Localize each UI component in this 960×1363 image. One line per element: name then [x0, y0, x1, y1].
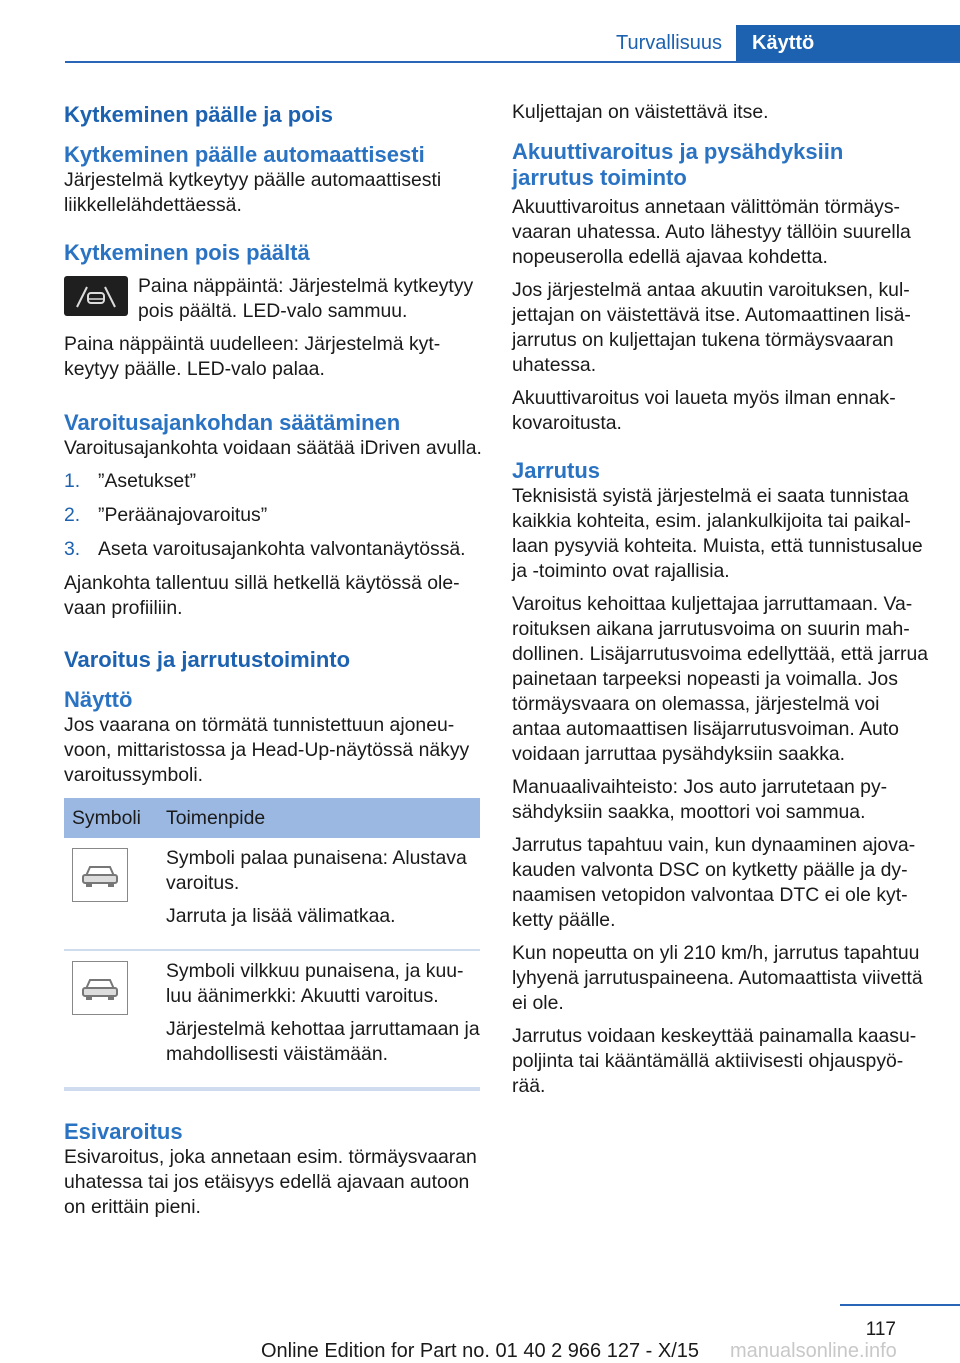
heading-braking: Jarrutus	[512, 458, 601, 483]
text-brake-2: Varoitus kehoittaa kuljettajaa jarruttamaan. Varoituksen aikana jarrutusvoima on suurin mahdollinen. Lisäjarrutusvoima edellyttää, että jarrua painetaan tarpeeksi nopeasti ja voimalla. Jos törmäysvaara on olemassa, järjestelmä voi antaa automaattisen lisäjarrutusvoiman. Auto voidaan jarruttaa pysähdyksiin saakka.	[512, 593, 929, 765]
car-warning-flash-icon	[72, 961, 128, 1015]
text-switch-on-again: Paina näppäintä uudelleen: Järjestelmä kytkeytyy päälle. LED-valo palaa.	[64, 333, 441, 380]
page-number: 117	[865, 1319, 896, 1340]
heading-warning-braking: Varoitus ja jarrutustoiminto	[64, 647, 351, 672]
text-acute-2: Jos järjestelmä antaa akuutin varoituksen, kuljettajan on väistettävä itse. Automaattinen lisäjarrutus on kuljettajan tukena törmäysvaaran uhatessa.	[512, 279, 911, 376]
text-acute-1: Akuuttivaroitus annetaan välittömän törmäysvaaran uhatessa. Auto lähestyy tällöin suurella nopeuserolla edellä ajavaa kohdetta.	[512, 196, 911, 268]
text-brake-4: Jarrutus tapahtuu vain, kun dynaaminen ajovakauden valvonta DSC on kytketty päälle ja dynaamisen vetopidon valvontaa DTC ei ole kytketty päälle.	[512, 834, 916, 931]
steps-list	[64, 469, 482, 562]
list-item: 3. Aseta varoitusajankohta valvontanäytössä.	[64, 538, 466, 560]
table-row	[64, 838, 480, 950]
text-switch-off: Paina näppäintä: Järjestelmä kytkeytyy pois päältä. LED-valo sammuu.	[138, 275, 474, 322]
symbol-table	[64, 798, 480, 1091]
left-column	[64, 100, 482, 1228]
heading-switch-off: Kytkeminen pois päältä	[64, 240, 310, 265]
table-cell-text: Järjestelmä kehottaa jarruttamaan ja mahdollisesti väistämään.	[166, 1018, 480, 1065]
footer-rule	[840, 1304, 960, 1306]
table-row	[64, 950, 480, 1089]
text-timing-saved: Ajankohta tallentuu sillä hetkellä käytössä olevaan profiiliin.	[64, 572, 460, 619]
list-item: 2. ”Peräänajovaroitus”	[64, 504, 268, 526]
heading-display: Näyttö	[64, 687, 133, 712]
column-header-symbol: Symboli	[64, 798, 158, 838]
heading-acute-warning: Akuuttivaroitus ja pysähdyksiin jarrutus toiminto	[512, 139, 844, 190]
table-header-row	[64, 798, 480, 838]
switch-off-row	[64, 274, 482, 324]
edition-text: Online Edition for Part no. 01 40 2 966 127 - X/15	[260, 1340, 700, 1362]
list-item: 1. ”Asetukset”	[64, 470, 197, 492]
table-cell-text: Jarruta ja lisää välimatkaa.	[166, 905, 396, 927]
heading-pre-warning: Esivaroitus	[64, 1119, 183, 1144]
heading-switch-on-off: Kytkeminen päälle ja pois	[64, 102, 333, 127]
text-auto-on: Järjestelmä kytkeytyy päälle automaattisesti liikkellelähdettäessä.	[64, 169, 442, 216]
table-cell-text: Symboli vilkkuu punaisena, ja kuuluu äänimerkki: Akuutti varoitus.	[166, 960, 464, 1007]
text-warning-timing: Varoitusajankohta voidaan säätää iDriven avulla.	[64, 437, 482, 459]
header-rule	[65, 61, 960, 63]
text-brake-1: Teknisistä syistä järjestelmä ei saata tunnistaa kaikkia kohteita, esim. jalankulkijoita tai paikallaan pysyviä kohteita. Muista, että tunnistusalue ja -toiminto ovat rajallisia.	[512, 485, 923, 582]
right-column	[512, 100, 930, 1107]
heading-auto-on: Kytkeminen päälle automaattisesti	[64, 142, 425, 167]
collision-warning-button-icon	[64, 276, 128, 316]
text-display: Jos vaarana on törmätä tunnistettuun ajoneuvoon, mittaristossa ja Head-Up-näytössä näkyy varoitussymboli.	[64, 714, 470, 786]
heading-warning-timing: Varoitusajankohdan säätäminen	[64, 410, 401, 435]
text-pre-warning: Esivaroitus, joka annetaan esim. törmäysvaaran uhatessa tai jos etäisyys edellä ajavaan autoon on erittäin pieni.	[64, 1146, 477, 1218]
text-brake-3: Manuaalivaihteisto: Jos auto jarrutetaan pysähdyksiin saakka, moottori voi sammua.	[512, 776, 888, 823]
text-driver-evade: Kuljettajan on väistettävä itse.	[512, 101, 769, 123]
column-header-action: Toimenpide	[158, 798, 480, 838]
header-chapter-tab: Käyttö	[736, 25, 960, 62]
text-acute-3: Akuuttivaroitus voi laueta myös ilman ennakkovaroitusta.	[512, 387, 896, 434]
table-cell-text: Symboli palaa punaisena: Alustava varoitus.	[166, 847, 467, 894]
car-warning-icon	[72, 848, 128, 902]
text-brake-6: Jarrutus voidaan keskeyttää painamalla kaasupoljinta tai kääntämällä aktiivisesti ohjauspyörää.	[512, 1025, 917, 1097]
watermark: manualsonline.info	[730, 1340, 897, 1362]
text-brake-5: Kun nopeutta on yli 210 km/h, jarrutus tapahtuu lyhyenä jarrutuspaineena. Automaattista viivettä ei ole.	[512, 942, 923, 1014]
header-section-label: Turvallisuus	[616, 32, 722, 54]
page-header	[0, 25, 960, 62]
